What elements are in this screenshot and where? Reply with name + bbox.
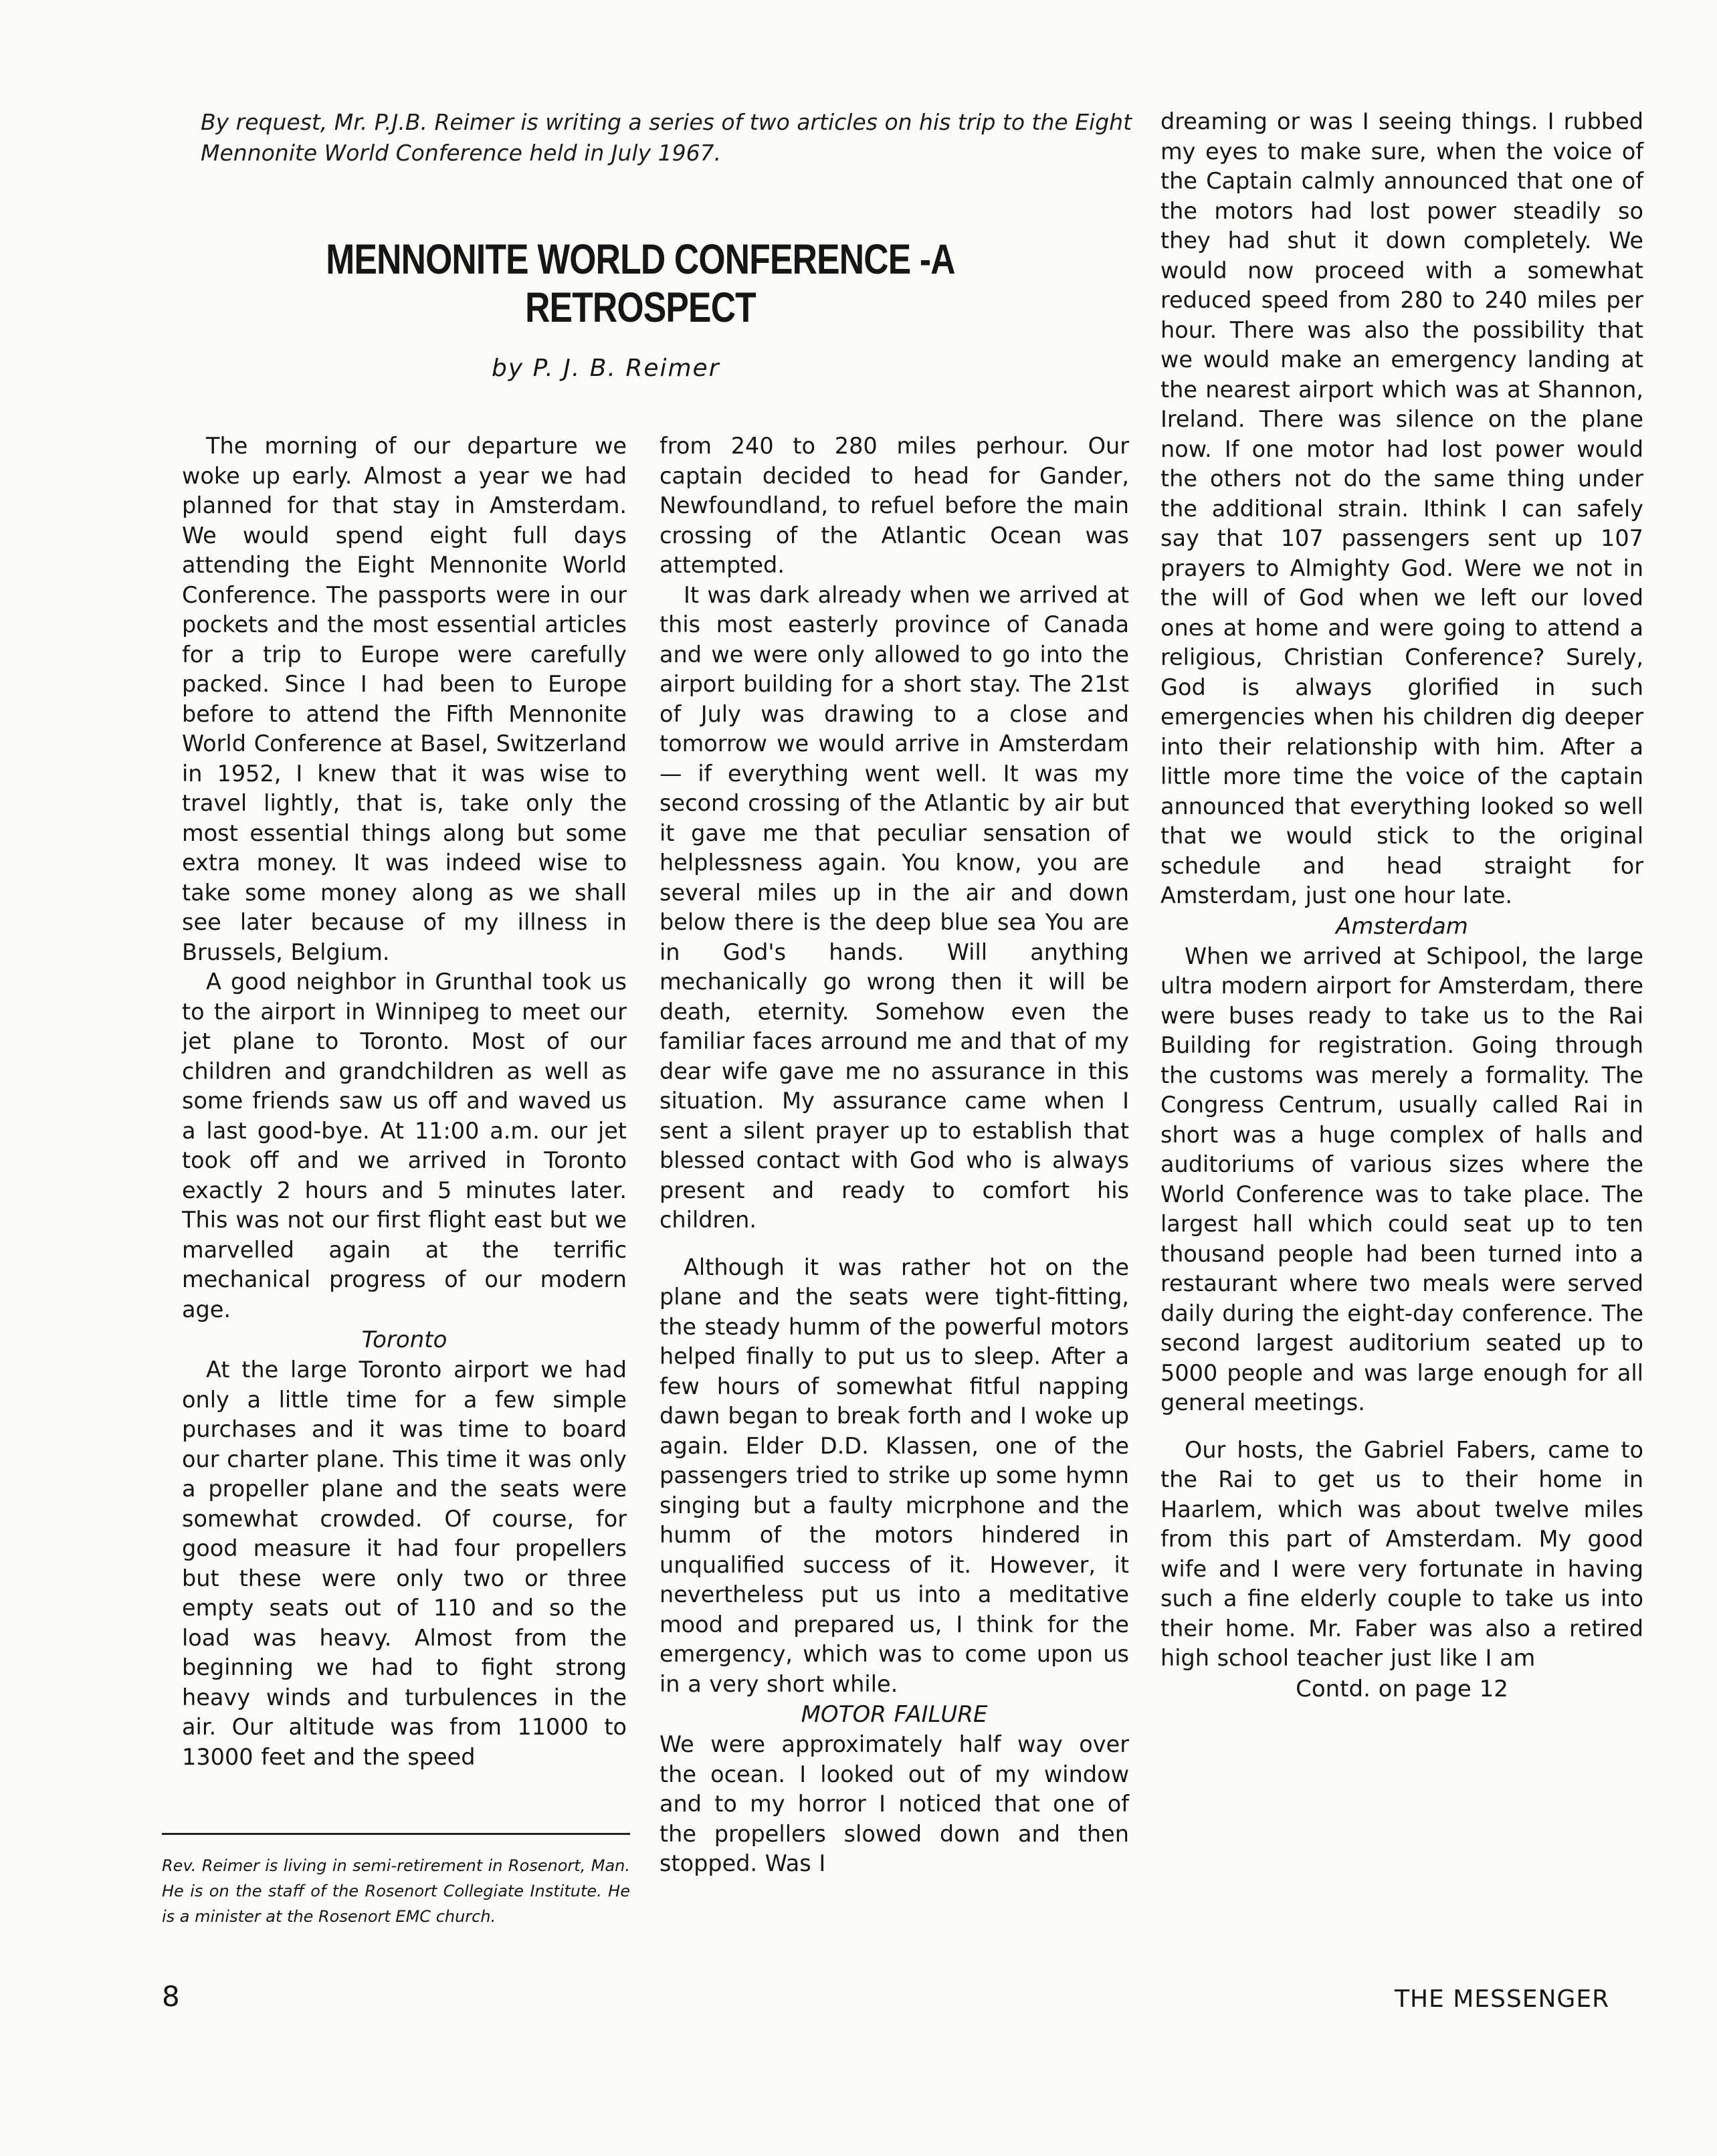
- paragraph: At the large Toronto airport we had only a little time for a few simple purchases and it was time to board our charter plane. This time it was only a propeller plane and the seats were somewhat crowded. Of course, for good measure it had four propellers but these were only two or three empty seats out of 110 and so the load was heavy. Almost from the beginning we had to fight strong heavy winds and turbulences in the air. Our altitude was from 11000 to 13000 feet and the speed: [182, 1357, 627, 1770]
- column-2: [660, 431, 1129, 1879]
- byline: by P. J. B. Reimer: [492, 355, 720, 382]
- paragraph: dreaming or was I seeing things. I rubbed my eyes to make sure, when the voice of the Captain calmly announced that one of the motors had lost power steadily so they had shut it down completely. We would now proceed with a somewhat reduced speed from 280 to 240 miles per hour. There was also the possibility that we would make an emergency landing at the nearest airport which was at Shannon, Ireland. There was silence on the plane now. If one motor had lost power would the others not do the same thing under the additional strain. Ithink I can safely say that 107 passengers sent up 107 prayers to Almighty God. Were we not in the will of God when we left our loved ones at home and were going to attend a religious, Christian Conference? Surely, God is always glorified in such emergencies when his children dig deeper into their relationship with him. After a little more time the voice of the captain announced that everything looked so well that we would stick to the original schedule and head straight for Amsterdam, just one hour late.: [1160, 108, 1643, 908]
- subheading-amsterdam: Amsterdam: [1336, 912, 1468, 940]
- subheading-toronto: Toronto: [361, 1327, 447, 1353]
- paragraph: The morning of our departure we woke up early. Almost a year we had planned for that stay in Amsterdam. We would spend eight full days attending the Eight Mennonite World Conference. The passports were in our pockets and the most essential articles for a trip to Europe were carefully packed. Since I had been to Europe before to attend the Fifth Mennonite World Conference at Basel, Switzerland in 1952, I knew that it was wise to travel lightly, that is, take only the most essential things along but some extra money. It was indeed wise to take some money along as we shall see later because of my illness in Brussels, Belgium.: [182, 433, 627, 965]
- column-1: [182, 431, 627, 1772]
- column-3: [1160, 107, 1643, 1704]
- paragraph: from 240 to 280 miles perhour. Our captain decided to head for Gander, Newfoundland, to refuel before the main crossing of the Atlantic Ocean was attempted.: [660, 433, 1129, 578]
- paragraph: Our hosts, the Gabriel Fabers, came to the Rai to get us to their home in Haarlem, which was about twelve miles from this part of Amsterdam. My good wife and I were very fortunate in having such a fine elderly couple to take us into their home. Mr. Faber was also a retired high school teacher just like I am: [1160, 1436, 1643, 1671]
- intro-note: By request, Mr. P.J.B. Reimer is writing a series of two articles on his trip to the Eight Mennonite World Conference held in July 1967.: [201, 109, 1132, 166]
- article-title: MENNONITE WORLD CONFERENCE -A RETROSPECT: [326, 236, 955, 331]
- author-footnote: Rev. Reimer is living in semi-retirement in Rosenort, Man. He is on the staff of the Rosenort Collegiate Institute. He is a minister at the Rosenort EMC church.: [162, 1856, 630, 1926]
- paragraph: A good neighbor in Grunthal took us to the airport in Winnipeg to meet our jet plane to Toronto. Most of our children and grandchildren as well as some friends saw us off and waved us a last good-bye. At 11:00 a.m. our jet took off and we arrived in Toronto exactly 2 hours and 5 minutes later. This was not our first flight east but we marvelled again at the terrific mechanical progress of our modern age.: [182, 969, 627, 1322]
- footnote-divider: [162, 1833, 630, 1835]
- paragraph: It was dark already when we arrived at this most easterly province of Canada and we were only allowed to go into the airport building for a short stay. The 21st of July was drawing to a close and tomorrow we would arrive in Amsterdam — if everything went well. It was my second crossing of the Atlantic by air but it gave me that peculiar sensation of helplessness again. You know, you are several miles up in the air and down below there is the deep blue sea You are in God's hands. Will anything mechanically go wrong then it will be death, eternity. Somehow even the familiar faces arround me and that of my dear wife gave me no assurance in this situation. My assurance came when I sent a silent prayer up to establish that blessed contact with God who is always present and ready to comfort his children.: [660, 581, 1129, 1233]
- publication-name: THE MESSENGER: [1395, 1985, 1610, 2013]
- continued-note: Contd. on page 12: [1296, 1675, 1508, 1702]
- paragraph: When we arrived at Schipool, the large ultra modern airport for Amsterdam, there were buses ready to take us to the Rai Building for registration. Going through the customs was merely a formality. The Congress Centrum, usually called Rai in short was a huge complex of halls and auditoriums of various sizes where the World Conference was to take place. The largest hall which could seat up to ten thousand people had been turned into a restaurant where two meals were served daily during the eight-day conference. The second largest auditorium seated up to 5000 people and was large enough for all general meetings.: [1160, 943, 1643, 1415]
- subheading-motor-failure: MOTOR FAILURE: [801, 1701, 988, 1728]
- paragraph: We were approximately half way over the ocean. I looked out of my window and to my horror I noticed that one of the propellers slowed down and then stopped. Was I: [660, 1731, 1129, 1876]
- page-number: 8: [162, 1980, 180, 2013]
- paragraph: Although it was rather hot on the plane and the seats were tight-fitting, the steady humm of the powerful motors helped finally to put us to sleep. After a few hours of somewhat fitful napping dawn began to break forth and I woke up again. Elder D.D. Klassen, one of the passengers tried to strike up some hymn singing but a faulty micrphone and the humm of the motors hindered in unqualified success of it. However, it nevertheless put us into a meditative mood and prepared us, I think for the emergency, which was to come upon us in a very short while.: [660, 1254, 1129, 1697]
